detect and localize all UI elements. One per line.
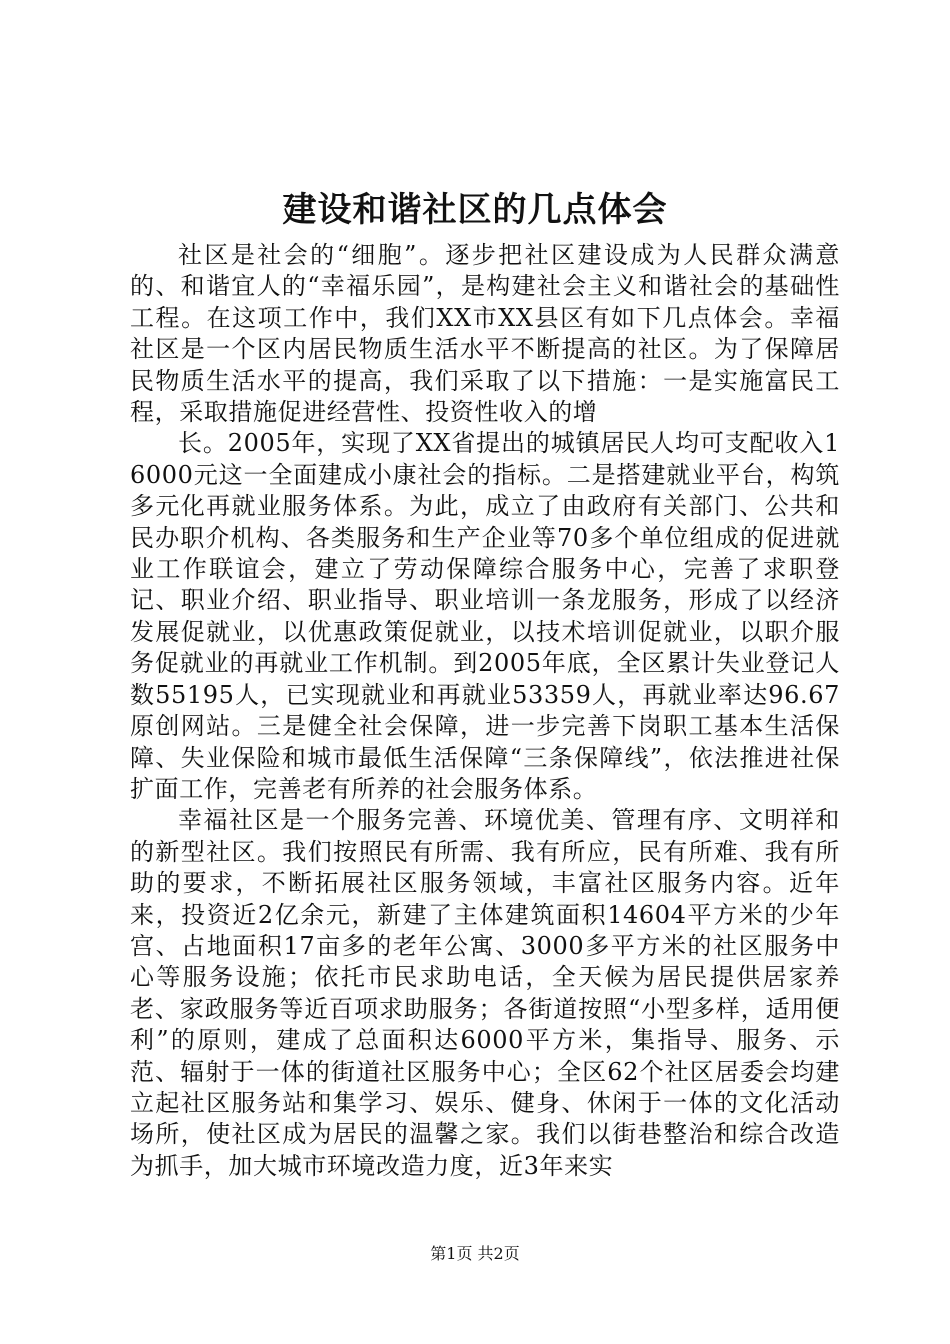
body-paragraph-2: 长。2005年，实现了XX省提出的城镇居民人均可支配收入16000元这一全面建成小康社会的指标。二是搭建就业平台，构筑多元化再就业服务体系。为此，成立了由政府有关部门、公共和民办职介机构、各类服务和生产企业等70多个单位组成的促进就业工作联谊会，建立了劳动保障综合服务中心，完善了求职登记、职业介绍、职业指导、职业培训一条龙服务，形成了以经济发展促就业，以优惠政策促就业，以技术培训促就业，以职介服务促就业的再就业工作机制。到2005年底，全区累计失业登记人数55195人，已实现就业和再就业53359人，再就业率达96.67原创网站。三是健全社会保障，进一步完善下岗职工基本生活保障、失业保险和城市最低生活保障“三条保障线”，依法推进社保扩面工作，完善老有所养的社会服务体系。: [130, 429, 840, 803]
page-number-indicator: 第1页 共2页: [430, 1244, 520, 1263]
body-paragraph-1: 社区是社会的“细胞”。逐步把社区建设成为人民群众满意的、和谐宜人的“幸福乐园”，是构建社会主义和谐社会的基础性工程。在这项工作中，我们XX市XX县区有如下几点体会。幸福社区是一个区内居民物质生活水平不断提高的社区。为了保障居民物质生活水平的提高，我们采取了以下措施：一是实施富民工程，采取措施促进经营性、投资性收入的增: [130, 241, 840, 427]
document-body: [130, 240, 840, 1182]
body-paragraph-3: 幸福社区是一个服务完善、环境优美、管理有序、文明祥和的新型社区。我们按照民有所需、我有所应，民有所难、我有所助的要求，不断拓展社区服务领域，丰富社区服务内容。近年来，投资近2亿余元，新建了主体建筑面积14604平方米的少年宫、占地面积17亩多的老年公寓、3000多平方米的社区服务中心等服务设施；依托市民求助电话，全天候为居民提供居家养老、家政服务等近百项求助服务；各街道按照“小型多样，适用便利”的原则，建成了总面积达6000平方米，集指导、服务、示范、辐射于一体的街道社区服务中心；全区62个社区居委会均建立起社区服务站和集学习、娱乐、健身、休闲于一体的文化活动场所，使社区成为居民的温馨之家。我们以街巷整治和综合改造为抓手，加大城市环境改造力度，近3年来实: [130, 806, 840, 1180]
page-footer: [0, 1242, 950, 1266]
document-title: 建设和谐社区的几点体会: [282, 190, 668, 230]
